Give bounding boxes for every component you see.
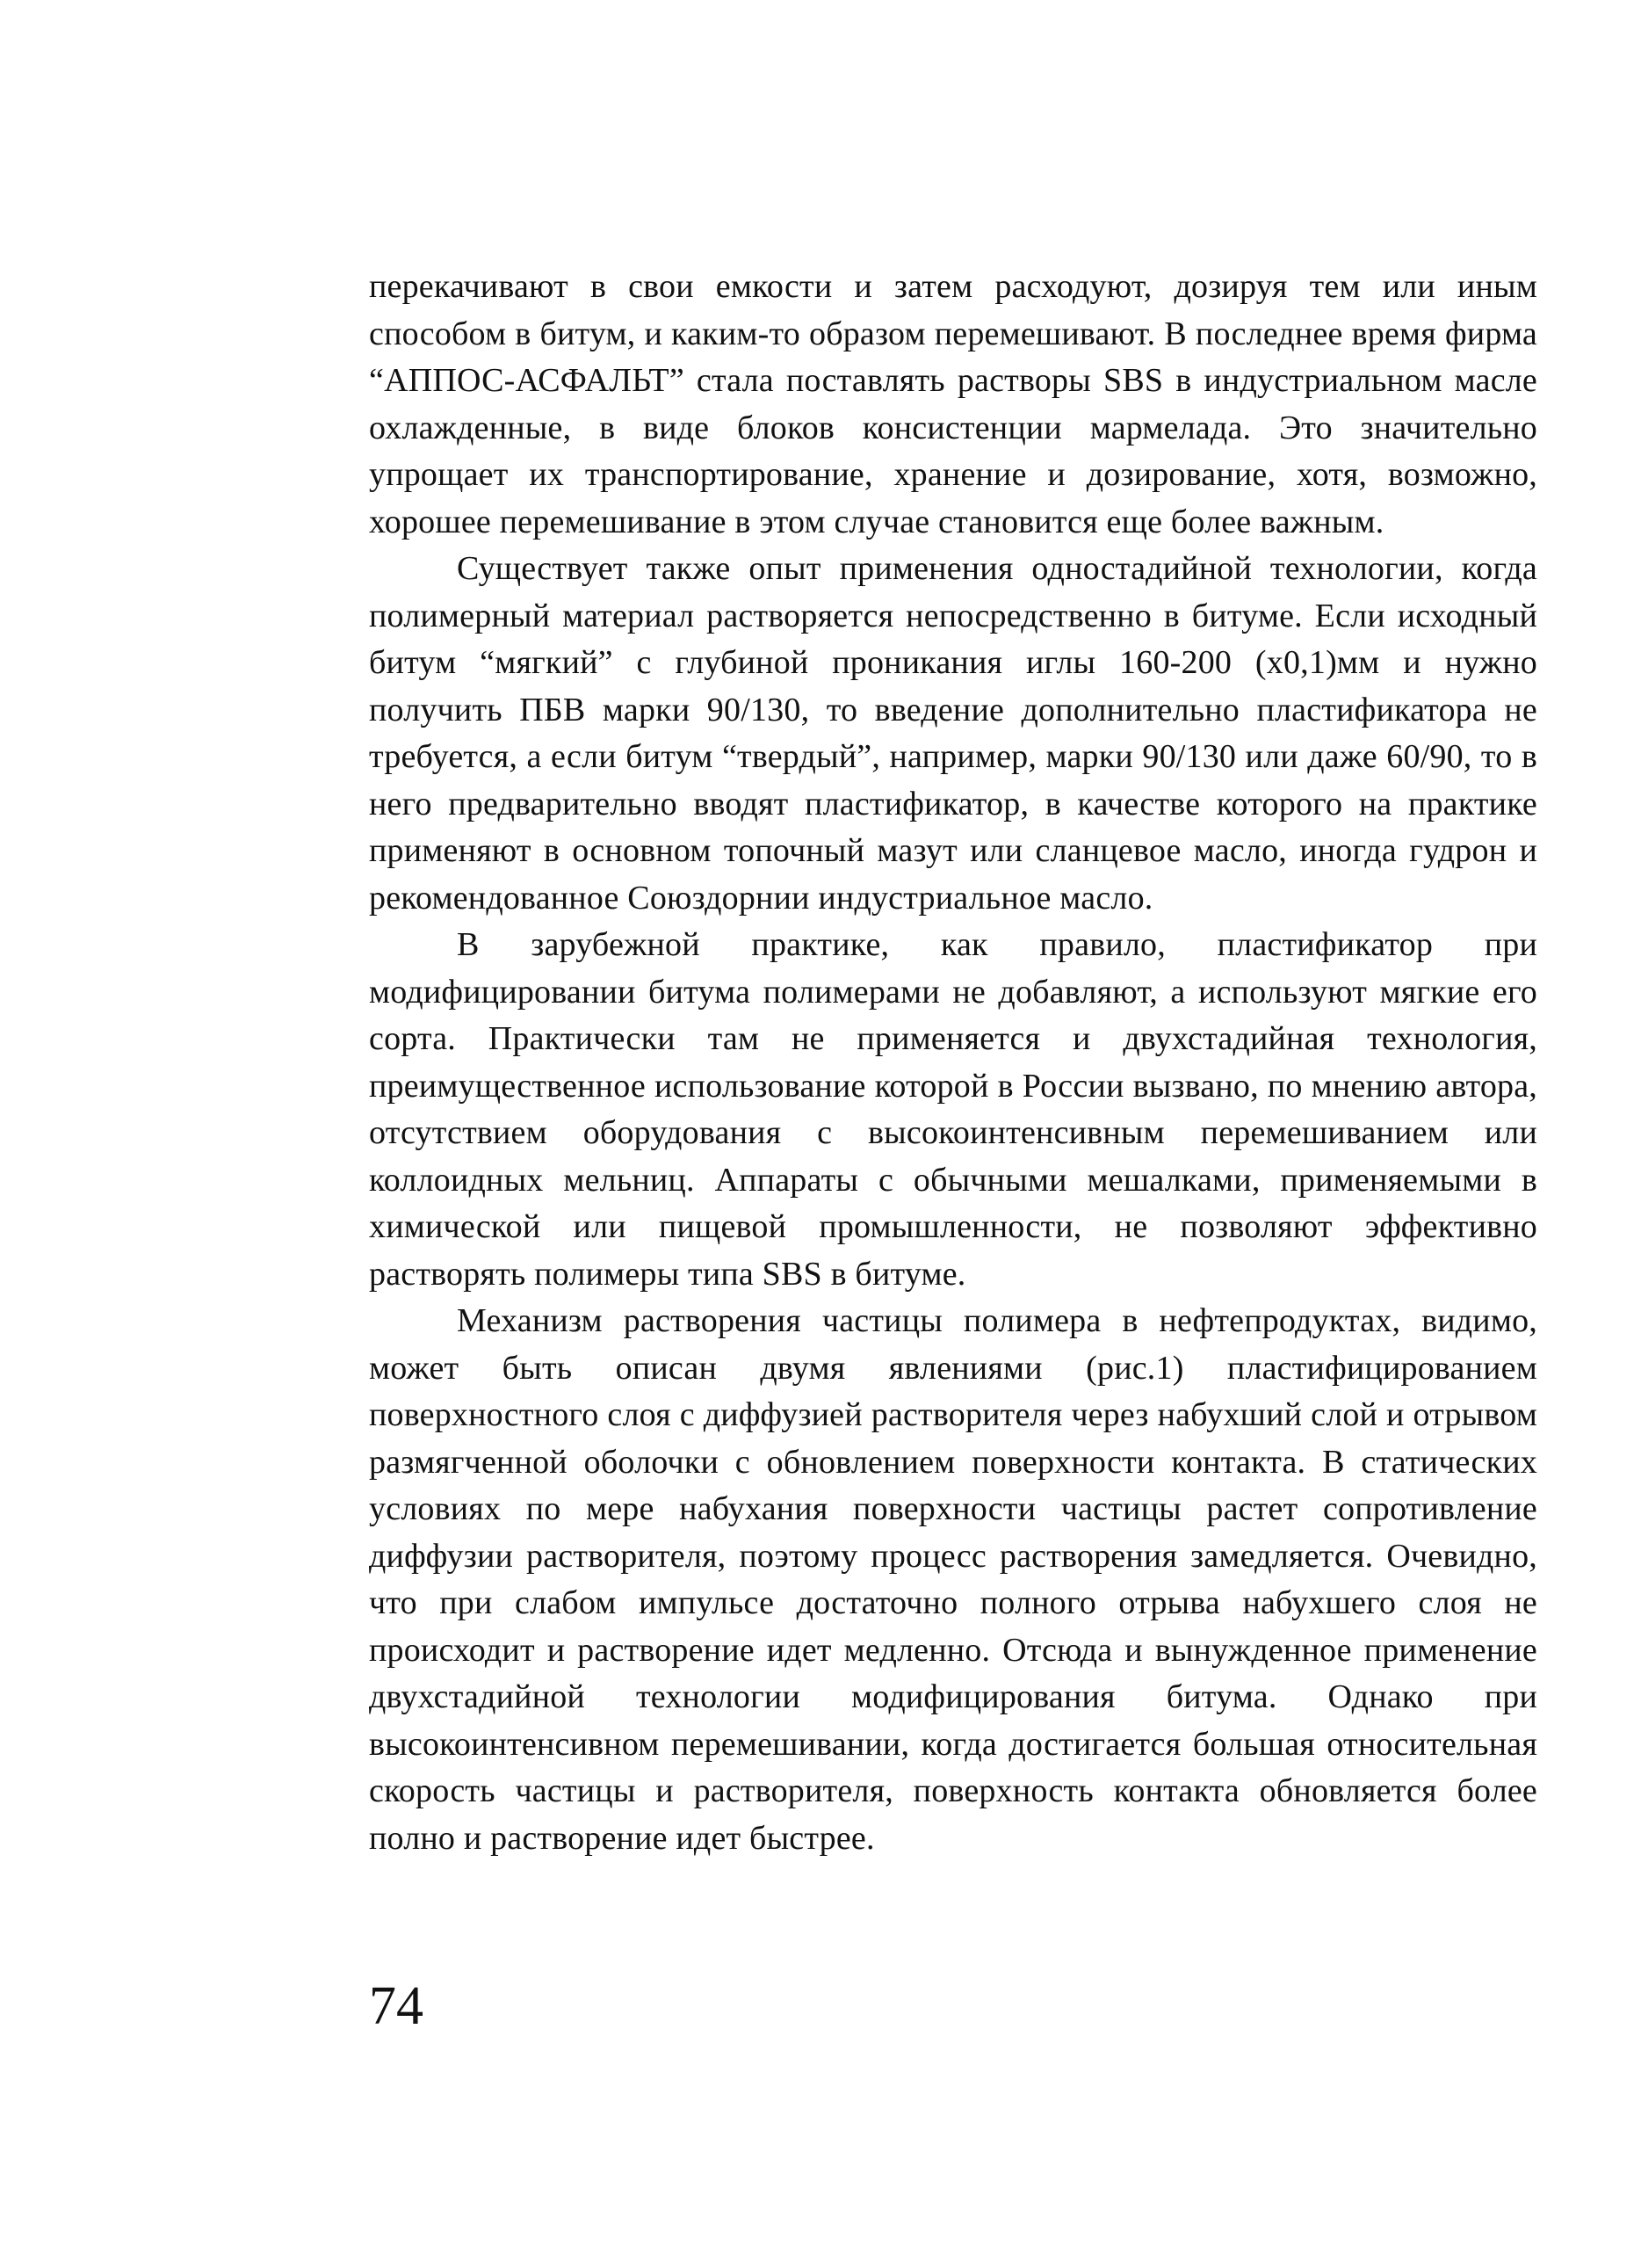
page-number: 74 xyxy=(369,1976,423,2036)
paragraph-dissolution-mechanism: Механизм растворения частицы полимера в нефтепродуктах, видимо, может быть описан двумя явлениями (рис.1) пластифицированием поверхностного слоя с диффузией растворителя через набухший слой и отрывом размягченной оболочки с обновлением поверхности контакта. В статических условиях по мере набухания поверхности частицы растет сопротивление диффузии растворителя, поэтому процесс растворения замедляется. Очевидно, что при слабом импульсе достаточно полного отрыва набухшего слоя не происходит и растворение идет медленно. Отсюда и вынужденное применение двухстадийной технологии модифицирования битума. Однако при высокоинтенсивном перемешивании, когда достигается большая относительная скорость частицы и растворителя, поверхность контакта обновляется более полно и растворение идет быстрее. xyxy=(369,1302,1537,1857)
paragraph-continuation: перекачивают в свои емкости и затем расходуют, дозируя тем или иным способом в битум, и каким-то образом перемешивают. В последнее время фирма “АППОС-АСФАЛЬТ” стала поставлять растворы SBS в индустриальном масле охлажденные, в виде блоков консистенции мармелада. Это значительно упрощает их транспортирование, хранение и дозирование, хотя, возможно, хорошее перемешивание в этом случае становится еще более важным. xyxy=(369,268,1537,540)
paragraph-foreign-practice: В зарубежной практике, как правило, пластификатор при модифицировании битума полимерами не добавляют, а используют мягкие его сорта. Практически там не применяется и двухстадийная технология, преимущественное использование которой в России вызвано, по мнению автора, отсутствием оборудования с высокоинтенсивным перемешиванием или коллоидных мельниц. Аппараты с обычными мешалками, применяемыми в химической или пищевой промышленности, не позволяют эффективно растворять полимеры типа SBS в битуме. xyxy=(369,926,1537,1293)
body-text xyxy=(369,264,1537,1862)
paragraph-single-stage-technology: Существует также опыт применения одностадийной технологии, когда полимерный материал растворяется непосредственно в битуме. Если исходный битум “мягкий” с глубиной проникания иглы 160-200 (х0,1)мм и нужно получить ПБВ марки 90/130, то введение дополнительно пластификатора не требуется, а если битум “твердый”, например, марки 90/130 или даже 60/90, то в него предварительно вводят пластификатор, в качестве которого на практике применяют в основном топочный мазут или сланцевое масло, иногда гудрон и рекомендованное Союздорнии индустриальное масло. xyxy=(369,550,1537,917)
